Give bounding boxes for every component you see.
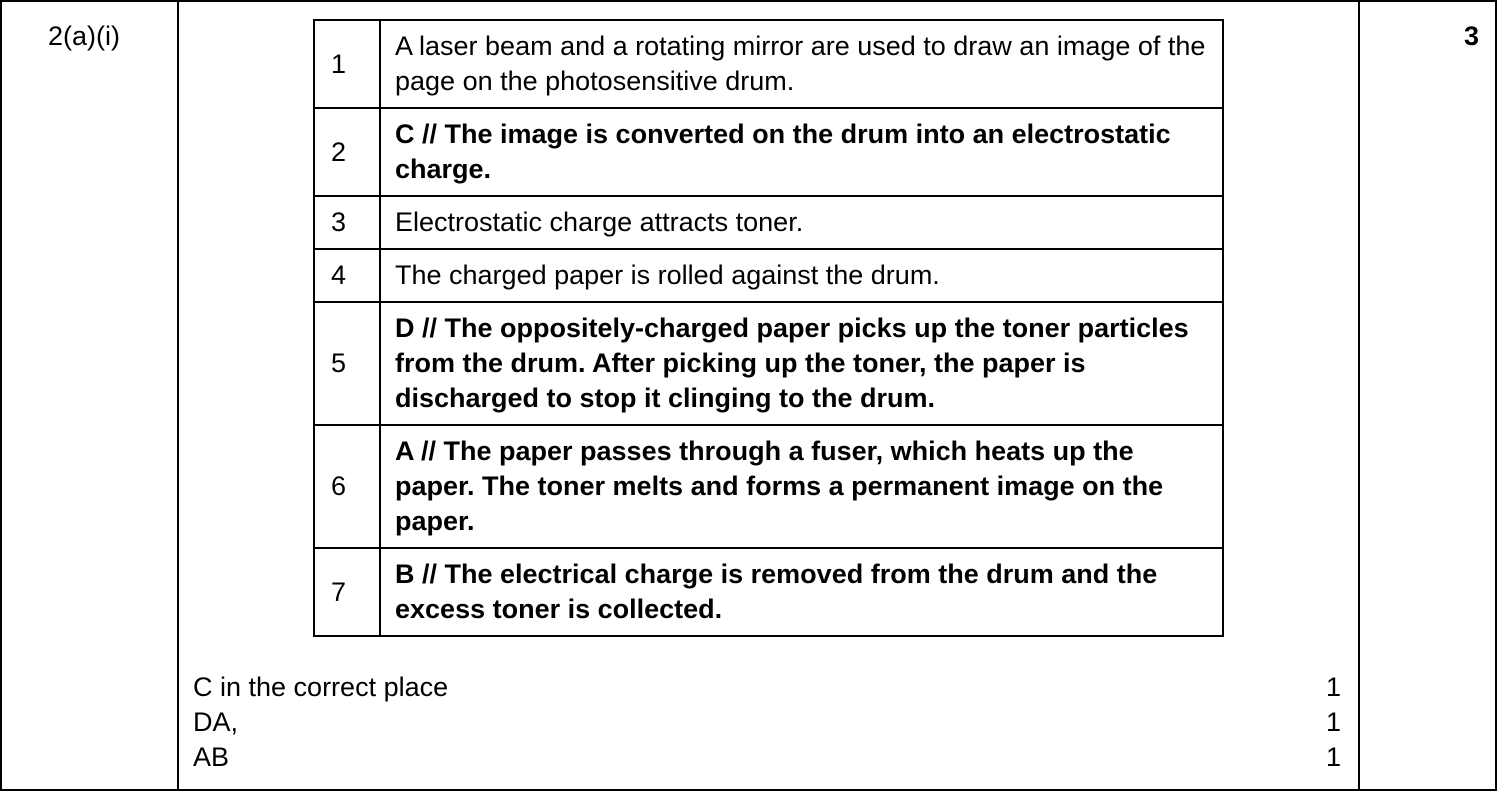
step-number: 6 bbox=[314, 425, 380, 548]
column-divider-question bbox=[177, 0, 179, 791]
table-row bbox=[314, 249, 1223, 302]
criteria-marks bbox=[1326, 670, 1341, 775]
question-number: 2(a)(i) bbox=[48, 21, 120, 51]
marking-criteria bbox=[193, 670, 448, 775]
table-row bbox=[314, 108, 1223, 196]
step-text: B // The electrical charge is removed from the drum and the excess toner is collected. bbox=[380, 548, 1223, 636]
column-divider-marks bbox=[1358, 0, 1360, 791]
criterion-mark: 1 bbox=[1326, 707, 1342, 737]
table-row bbox=[314, 425, 1223, 548]
table-row bbox=[314, 302, 1223, 425]
step-text: A laser beam and a rotating mirror are used to draw an image of the page on the photosensitive drum. bbox=[380, 20, 1223, 108]
criterion-text: AB bbox=[193, 742, 230, 772]
total-marks: 3 bbox=[1464, 21, 1480, 51]
step-text: The charged paper is rolled against the drum. bbox=[380, 249, 1223, 302]
criterion-mark: 1 bbox=[1326, 742, 1342, 772]
criterion-mark: 1 bbox=[1326, 672, 1342, 702]
step-text: A // The paper passes through a fuser, which heats up the paper. The toner melts and forms a permanent image on the paper. bbox=[380, 425, 1223, 548]
criterion-text: DA, bbox=[193, 707, 239, 737]
step-text: D // The oppositely-charged paper picks up the toner particles from the drum. After picking up the toner, the paper is discharged to stop it clinging to the drum. bbox=[380, 302, 1223, 425]
printer-steps-table bbox=[313, 19, 1224, 637]
step-number: 4 bbox=[314, 249, 380, 302]
table-row bbox=[314, 20, 1223, 108]
table-row bbox=[314, 196, 1223, 249]
step-number: 3 bbox=[314, 196, 380, 249]
criterion-text: C in the correct place bbox=[193, 672, 449, 702]
step-number: 5 bbox=[314, 302, 380, 425]
step-text: Electrostatic charge attracts toner. bbox=[380, 196, 1223, 249]
step-number: 2 bbox=[314, 108, 380, 196]
table-row bbox=[314, 548, 1223, 636]
step-number: 1 bbox=[314, 20, 380, 108]
step-text: C // The image is converted on the drum into an electrostatic charge. bbox=[380, 108, 1223, 196]
step-number: 7 bbox=[314, 548, 380, 636]
